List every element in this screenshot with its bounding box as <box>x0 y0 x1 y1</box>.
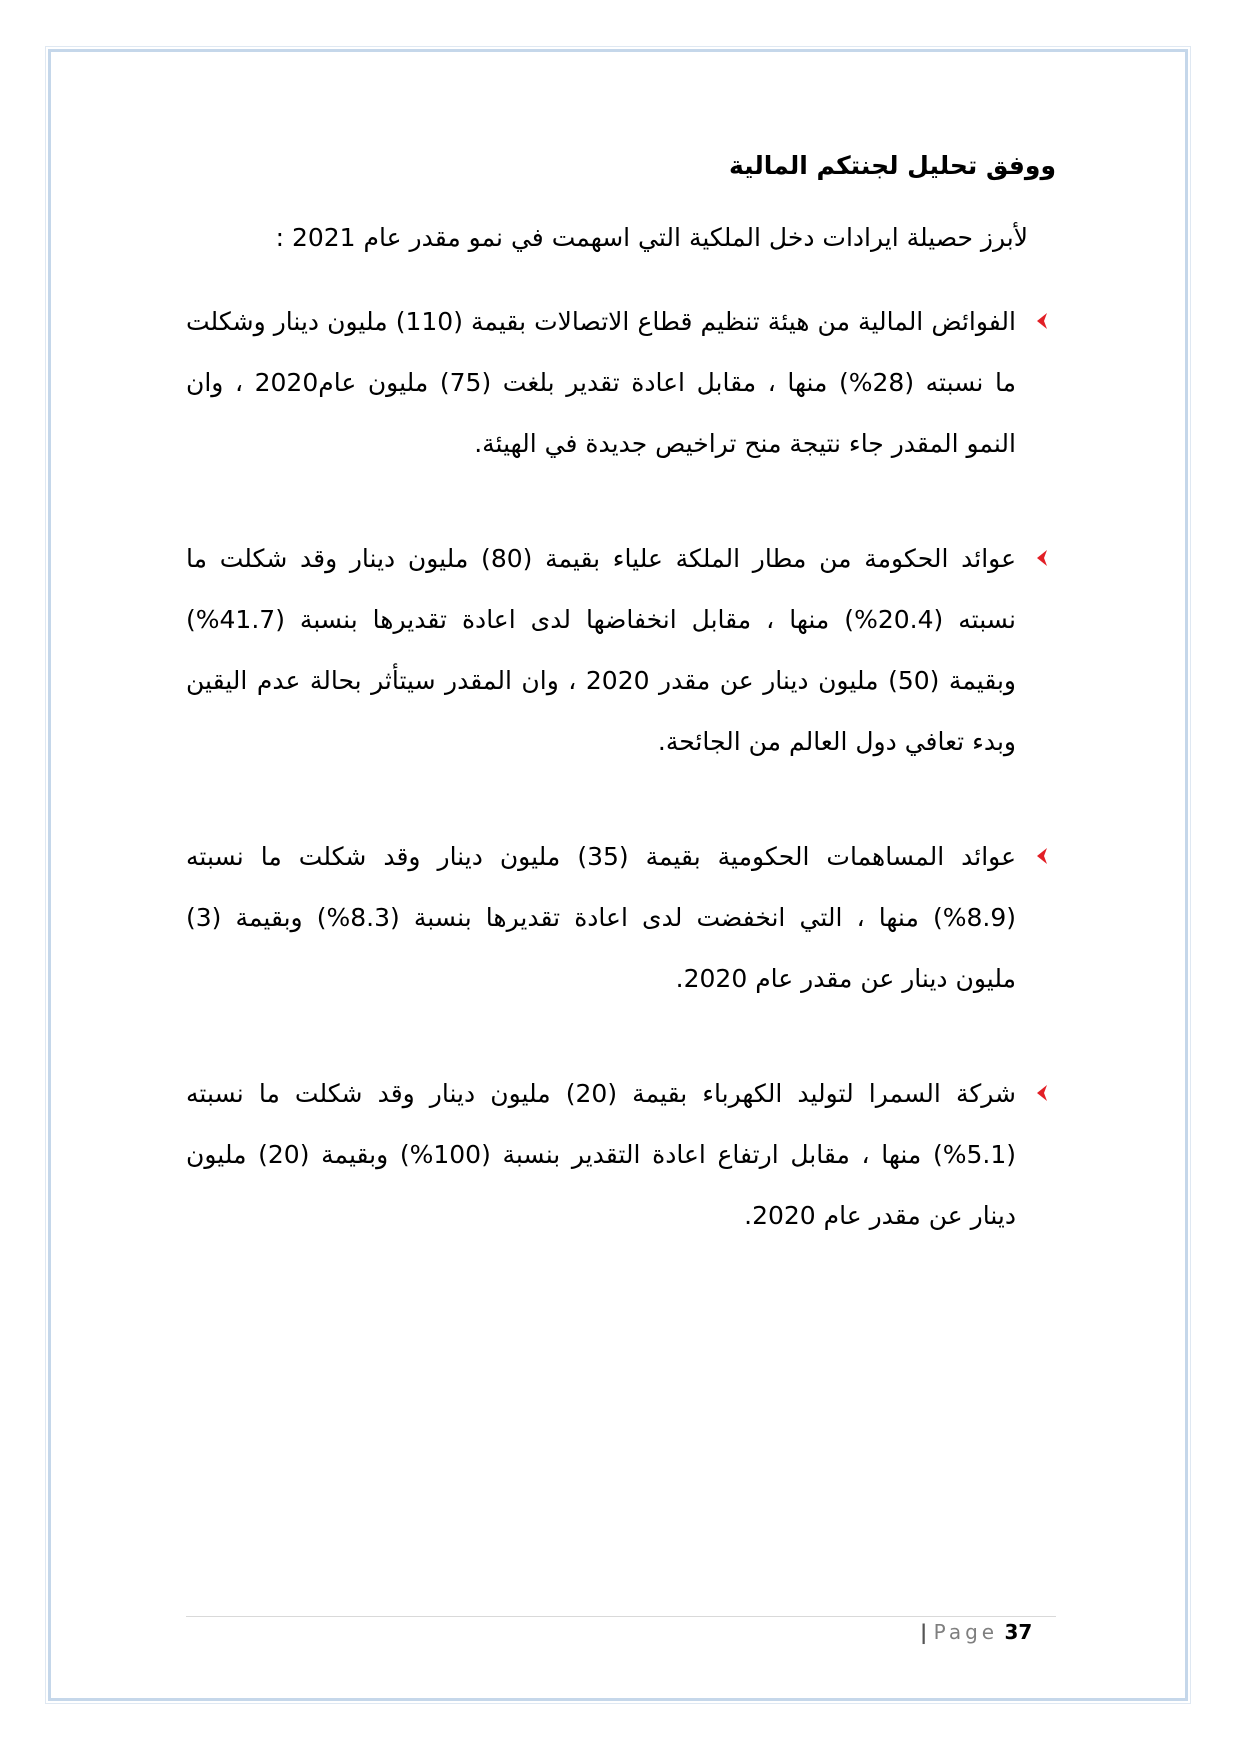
list-item <box>186 1063 1056 1246</box>
footer-divider <box>186 1616 1056 1617</box>
arrow-bullet-icon <box>1032 1083 1052 1103</box>
arrow-bullet-icon <box>1032 548 1052 568</box>
page-footer <box>920 1620 1032 1644</box>
document-body <box>186 148 1056 1300</box>
list-item <box>186 291 1056 474</box>
bullet-list <box>186 291 1056 1246</box>
footer-page-label: Page <box>933 1620 999 1644</box>
section-heading: ووفق تحليل لجنتكم المالية <box>728 151 1056 180</box>
arrow-bullet-icon <box>1032 311 1052 331</box>
page-number: 37 <box>1004 1620 1033 1644</box>
list-item <box>186 826 1056 1009</box>
list-item-text: الفوائض المالية من هيئة تنظيم قطاع الاتصالات بقيمة (110) مليون دينار وشكلت ما نسبته (28%) منها ، مقابل اعادة تقدير بلغت (75) مليون عام2020 ، وان النمو المقدر جاء نتيجة منح تراخيص جديدة في الهيئة. <box>186 306 1016 458</box>
list-item <box>186 528 1056 772</box>
footer-separator: | <box>920 1620 928 1644</box>
intro-paragraph: لأبرز حصيلة ايرادات دخل الملكية التي اسهمت في نمو مقدر عام 2021 : <box>275 223 1028 252</box>
list-item-text: عوائد الحكومة من مطار الملكة علياء بقيمة (80) مليون دينار وقد شكلت ما نسبته (20.4%) منها ، مقابل انخفاضها لدى اعادة تقديرها بنسبة (41.7%) وبقيمة (50) مليون دينار عن مقدر 2020 ، وان المقدر سيتأثر بحالة عدم اليقين وبدء تعافي دول العالم من الجائحة. <box>186 543 1017 756</box>
list-item-text: شركة السمرا لتوليد الكهرباء بقيمة (20) مليون دينار وقد شكلت ما نسبته (5.1%) منها ، مقابل ارتفاع اعادة التقدير بنسبة (100%) وبقيمة (20) مليون دينار عن مقدر عام 2020. <box>186 1078 1016 1230</box>
list-item-text: عوائد المساهمات الحكومية بقيمة (35) مليون دينار وقد شكلت ما نسبته (8.9%) منها ، التي انخفضت لدى اعادة تقديرها بنسبة (8.3%) وبقيمة (3) مليون دينار عن مقدر عام 2020. <box>186 841 1017 993</box>
arrow-bullet-icon <box>1032 846 1052 866</box>
